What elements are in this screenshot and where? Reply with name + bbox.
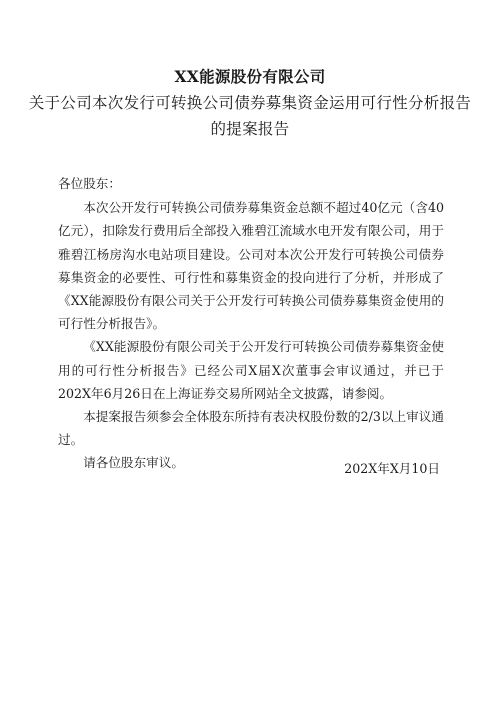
body-paragraph-3: 本提案报告须参会全体股东所持有表决权股份数的2/3以上审议通过。 (58, 409, 444, 448)
salutation: 各位股东： (58, 176, 121, 191)
company-name: XX能源股份有限公司 (174, 67, 326, 86)
body-paragraph-2: 《XX能源股份有限公司关于公开发行可转换公司债券募集资金使用的可行性分析报告》已经公司X届X次董事会审议通过，并已于202X年6月26日在上海证券交易所网站全文披露，请参阅。 (58, 339, 444, 401)
document-title-line-2: 的提案报告 (210, 120, 290, 138)
document-body (58, 172, 444, 475)
document-title-block (0, 64, 500, 142)
body-paragraph-1: 本次公开发行可转换公司债券募集资金总额不超过40亿元（含40亿元），扣除发行费用后全部投入雅碧江流域水电开发有限公司，用于雅碧江杨房沟水电站项目建设。公司对本次公开发行可转换公司债券募集资金的必要性、可行性和募集资金的投向进行了分析，并形成了《XX能源股份有限公司关于公开发行可转换公司债券募集资金使用的可行性分析报告》。 (58, 200, 444, 332)
document-title-line-1: 关于公司本次发行可转换公司债券募集资金运用可行性分析报告 (28, 94, 472, 112)
body-paragraph-4: 请各位股东审议。 (83, 455, 184, 471)
signature-date: 202X年X月10日 (344, 461, 440, 476)
